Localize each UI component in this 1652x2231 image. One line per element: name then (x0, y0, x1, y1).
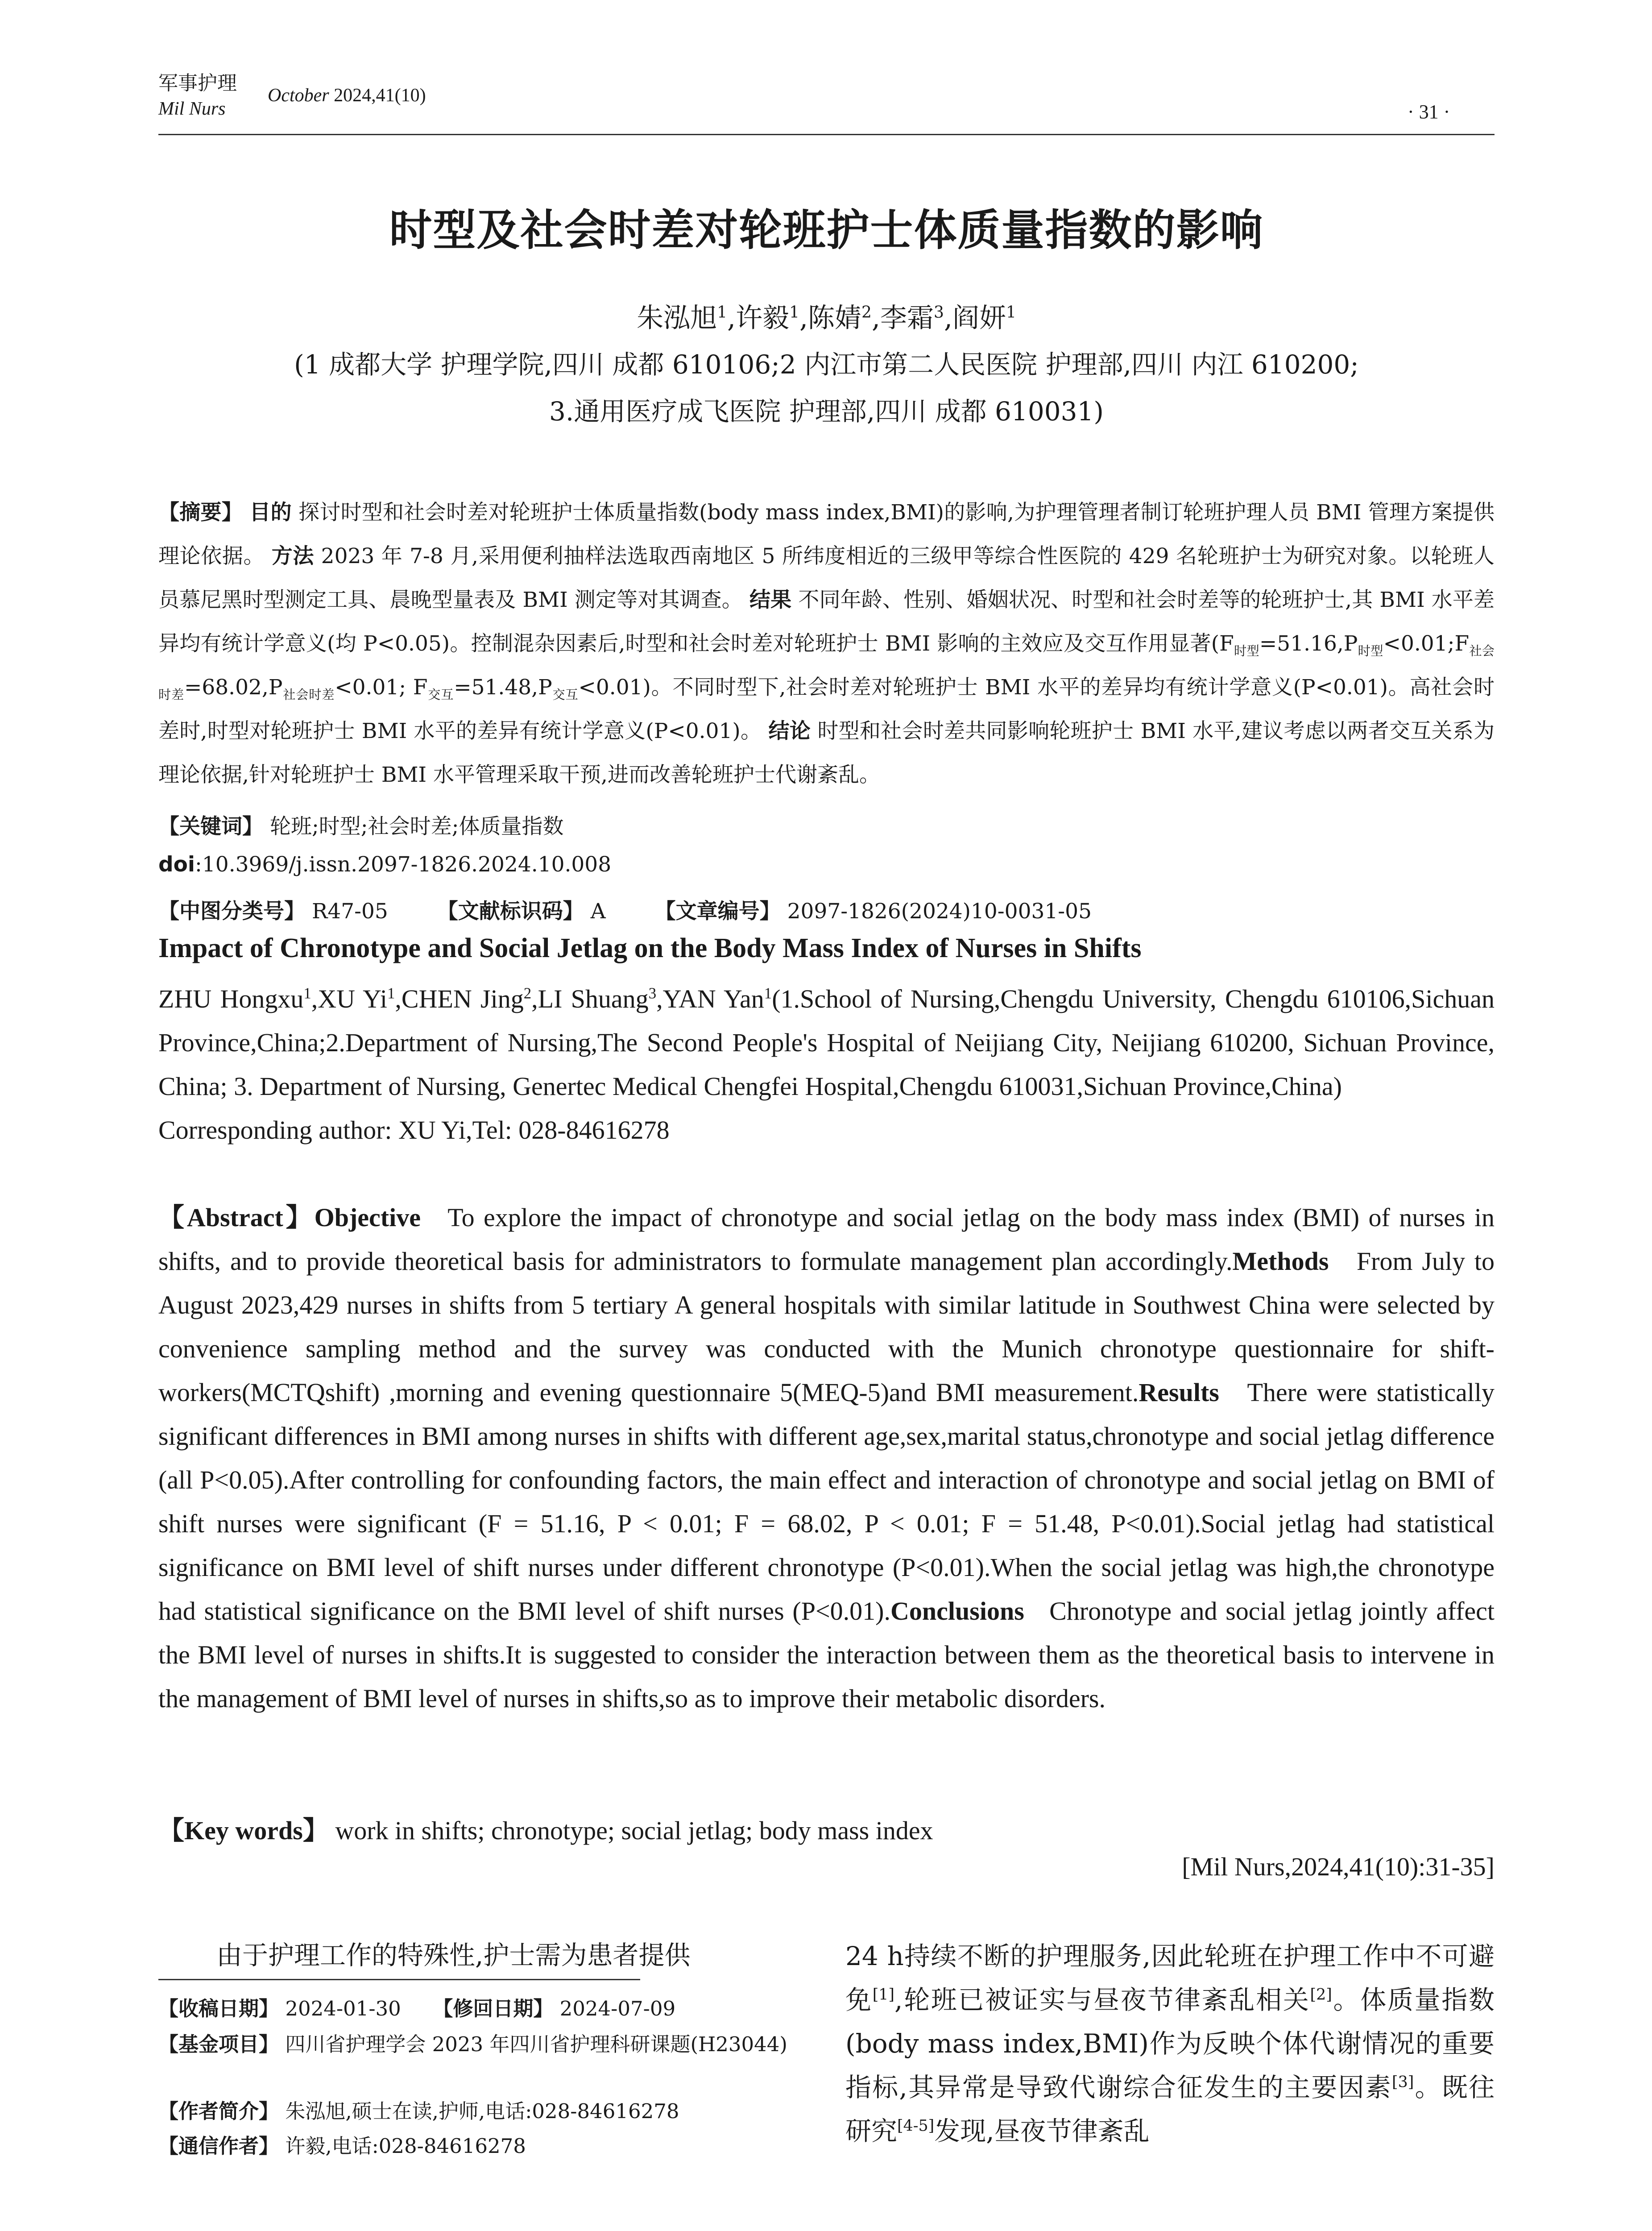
reference-mark[interactable]: [4-5] (897, 2117, 935, 2135)
stat-subscript: 社会时差 (282, 687, 335, 702)
body-text-left: 由于护理工作的特殊性,护士需为患者提供 (216, 1940, 691, 1970)
reference-mark[interactable]: [3] (1392, 2073, 1414, 2091)
en-author: ,YAN Yan (656, 984, 764, 1013)
bio-text: 朱泓旭,硕士在读,护师,电话:028-84616278 (285, 2099, 679, 2123)
doc-code: A (590, 899, 606, 924)
cn-results: 不同年龄、性别、婚姻状况、时型和社会时差等的轮班护士,其 BMI 水平差异均有统计学意义(均 P<0.05)。控制混杂因素后,时型和社会时差对轮班护士 BMI 影响的主效应及交互作用显著(F (158, 588, 1495, 656)
body-text: 24 h持续不断的护理服务,因此轮班在护理工作中不可避免 (845, 1941, 1495, 2015)
clc-code: R47-05 (311, 899, 388, 924)
journal-name-cn: 军事护理 (158, 72, 237, 95)
doi-link[interactable]: :10.3969/j.issn.2097-1826.2024.10.008 (195, 852, 612, 877)
affil-mark: 2 (523, 984, 532, 1002)
en-abstract (158, 1196, 1495, 1721)
received-date: 2024-01-30 (285, 1997, 401, 2020)
cn-results-label: 结果 (749, 588, 792, 612)
author-affil-mark: 1 (1006, 303, 1016, 322)
author-list: 朱泓旭$^1$,许毅$^1$,陈婧$^2$,李霜$^3$,阎妍$^1$ (637, 303, 1016, 334)
footnote-bio (158, 2097, 805, 2126)
footnote-rule (158, 1979, 640, 1980)
en-title: Impact of Chronotype and Social Jetlag on the Body Mass Index of Nurses in Shifts (158, 933, 1142, 963)
en-affiliation: (1.School of Nursing,Chengdu University, Chengdu 610106,Sichuan Province,China;2.Department of Nursing,The Second People's Hospital of Neijiang City, Neijiang 610200, Sichuan Province, China; 3. Department of Nursing, Genertec Medical Chengfei Hospital,Chengdu 610031,Sichuan Province,China) (158, 984, 1495, 1101)
body-text-right (845, 1934, 1495, 2153)
cn-keywords (158, 810, 563, 840)
stat-subscript: 交互 (552, 687, 579, 702)
corresponding-author: Corresponding author: XU Yi,Tel: 028-84616278 (158, 1116, 670, 1145)
affiliation-line: 3.通用医疗成飞医院 护理部,四川 成都 610031) (549, 396, 1104, 427)
stat-value: <0.01; F (335, 675, 428, 700)
footnote-dates (158, 1995, 805, 2023)
en-author: ZHU Hongxu (158, 984, 304, 1013)
issue-info (268, 85, 426, 106)
stat-subscript: 社会时差 (158, 643, 1495, 702)
affiliation-line: (1 成都大学 护理学院,四川 成都 610106;2 内江市第二人民医院 护理部,四川 内江 610200; (294, 349, 1359, 380)
en-keywords-text: work in shifts; chronotype; social jetlag; body mass index (335, 1816, 933, 1845)
cn-conclusion: 时型和社会时差共同影响轮班护士 BMI 水平,建议考虑以两者交互关系为理论依据,针对轮班护士 BMI 水平管理采取干预,进而改善轮班护士代谢紊乱。 (158, 719, 1495, 787)
en-keywords-label: 【Key words】 (158, 1816, 329, 1845)
revised-date: 2024-07-09 (559, 1997, 676, 2020)
author-affil-mark: 1 (717, 303, 727, 322)
cn-objective: 探讨时型和社会时差对轮班护士体质量指数(body mass index,BMI)的影响,为护理管理者制订轮班护理人员 BMI 管理方案提供理论依据。 (158, 500, 1495, 568)
stat-value: =51.48,P (454, 675, 552, 700)
corr-label: 【通信作者】 (158, 2134, 279, 2158)
affil-mark: 1 (303, 984, 311, 1002)
en-authors (158, 977, 1495, 1152)
doc-code-label: 【文献标识码】 (437, 899, 584, 924)
en-conclusions-label: Conclusions (890, 1597, 1024, 1626)
article-number: 2097-1826(2024)10-0031-05 (787, 899, 1092, 924)
cn-methods: 2023 年 7-8 月,采用便利抽样法选取西南地区 5 所纬度相近的三级甲等综合性医院的 429 名轮班护士为研究对象。以轮班人员慕尼黑时型测定工具、晨晚型量表及 BMI 测定等对其调查。 (158, 544, 1495, 612)
cn-methods-label: 方法 (271, 544, 315, 568)
cn-keywords-label: 【关键词】 (158, 814, 263, 839)
article-number-label: 【文章编号】 (654, 899, 781, 924)
stat-subscript: 时型 (1358, 643, 1383, 659)
author: 陈婧 (808, 303, 862, 334)
affil-mark: 1 (387, 984, 395, 1002)
affil-mark: 3 (648, 984, 657, 1002)
issue-volume: 2024,41(10) (334, 85, 426, 106)
cn-abstract (158, 491, 1495, 797)
fund-label: 【基金项目】 (158, 2032, 279, 2056)
cn-abstract-label: 【摘要】 (158, 500, 243, 525)
body-text: ,轮班已被证实与昼夜节律紊乱相关 (894, 1985, 1310, 2015)
author: 李霜 (880, 303, 934, 334)
revised-label: 【修回日期】 (433, 1997, 554, 2020)
stat-value: <0.01;F (1383, 631, 1470, 656)
stat-value: =68.02,P (184, 675, 283, 700)
header-rule (158, 134, 1495, 135)
en-conclusions: Chronotype and social jetlag jointly affect the BMI level of nurses in shifts.It is suggested to consider the interaction between them as the theoretical basis to intervene in the management of BMI level of nurses in shifts,so as to improve their metabolic disorders. (158, 1597, 1495, 1713)
en-keywords (158, 1809, 933, 1847)
bio-label: 【作者简介】 (158, 2099, 279, 2123)
cn-keywords-text: 轮班;时型;社会时差;体质量指数 (269, 814, 564, 839)
clc-label: 【中图分类号】 (158, 899, 305, 924)
article-title: 时型及社会时差对轮班护士体质量指数的影响 (389, 205, 1264, 255)
author: 阎妍 (952, 303, 1006, 334)
affil-mark: 1 (764, 984, 772, 1002)
en-objective: To explore the impact of chronotype and social jetlag on the body mass index (BMI) of nurses in shifts, and to provide theoretical basis for administrators to formulate management plan accordingly. (158, 1203, 1495, 1276)
author-affil-mark: 3 (934, 303, 944, 322)
body-text: 发现,昼夜节律紊乱 (934, 2116, 1150, 2146)
body-text: 。体质量指数(body mass index,BMI)作为反映个体代谢情况的重要指标,其异常是导致代谢综合征发生的主要因素 (845, 1985, 1495, 2102)
author-affil-mark: 1 (789, 303, 799, 322)
en-author: ,XU Yi (311, 984, 387, 1013)
author-affil-mark: 2 (861, 303, 872, 322)
reference-mark[interactable]: [1] (872, 1986, 894, 2004)
reference-mark[interactable]: [2] (1310, 1986, 1332, 2004)
fund-text: 四川省护理学会 2023 年四川省护理科研课题(H23044) (285, 2032, 787, 2056)
stat-subscript: 交互 (427, 687, 454, 702)
received-label: 【收稿日期】 (158, 1997, 279, 2020)
en-methods-label: Methods (1232, 1247, 1329, 1276)
classification-codes (158, 895, 1092, 925)
en-author: ,LI Shuang (531, 984, 649, 1013)
en-author: ,CHEN Jing (395, 984, 524, 1013)
journal-name-en: Mil Nurs (158, 99, 226, 119)
cn-conclusion-label: 结论 (768, 719, 811, 743)
en-results: There were statistically significant differences in BMI among nurses in shifts with different age,sex,marital status,chronotype and social jetlag difference (all P<0.05).After controlling for confounding factors, the main effect and interaction of chronotype and social jetlag on BMI of shift nurses were significant (F = 51.16, P < 0.01; F = 68.02, P < 0.01; F = 51.48, P<0.01).Social jetlag had statistical significance on BMI level of shift nurses under different chronotype (P<0.01).When the social jetlag was high,the chronotype had statistical significance on the BMI level of shift nurses (P<0.01). (158, 1378, 1495, 1626)
footnote-fund (158, 2030, 805, 2059)
cn-objective-label: 目的 (249, 500, 292, 525)
page-number: · 31 · (1408, 101, 1450, 123)
corr-text: 许毅,电话:028-84616278 (285, 2134, 526, 2158)
doi-label: doi (158, 852, 195, 877)
en-abstract-label: 【Abstract】 (158, 1203, 315, 1232)
stat-subscript: 时型 (1234, 643, 1259, 659)
citation: [Mil Nurs,2024,41(10):31-35] (1182, 1852, 1495, 1881)
body-text: 。既往研究 (845, 2072, 1495, 2146)
author: 许毅 (736, 303, 790, 334)
author: 朱泓旭 (637, 303, 717, 334)
stat-value: =51.16,P (1259, 631, 1358, 656)
en-results-label: Results (1139, 1378, 1219, 1407)
en-methods: From July to August 2023,429 nurses in shifts from 5 tertiary A general hospitals with similar latitude in Southwest China were selected by convenience sampling method and the survey was conducted with the Munich chronotype questionnaire for shift-workers(MCTQshift) ,morning and evening questionnaire 5(MEQ-5)and BMI measurement. (158, 1247, 1495, 1407)
issue-month: October (268, 85, 329, 106)
doi (158, 852, 611, 877)
en-objective-label: Objective (314, 1203, 421, 1232)
footnote-corresponding (158, 2132, 805, 2161)
cn-results-cont: <0.01)。不同时型下,社会时差对轮班护士 BMI 水平的差异均有统计学意义(P<0.01)。高社会时差时,时型对轮班护士 BMI 水平的差异有统计学意义(P<0.01)。 (158, 675, 1495, 743)
